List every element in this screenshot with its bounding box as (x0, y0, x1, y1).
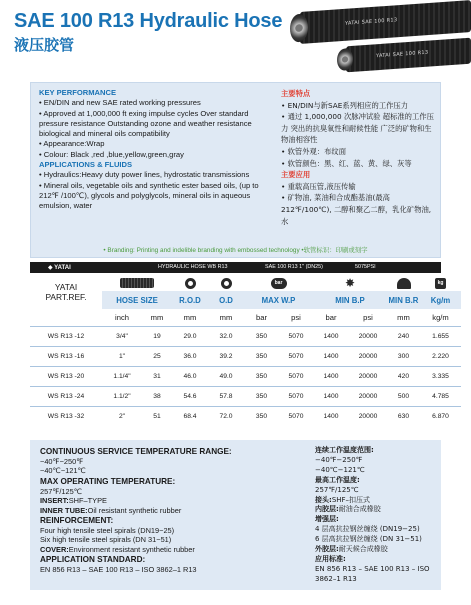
table-cell: 350 (244, 366, 279, 386)
table-cell: 5070 (279, 386, 313, 406)
unit-cell: psi (363, 312, 373, 322)
table-cell: 68.4 (172, 406, 208, 426)
temp-range-heading-cn: 连续工作温度范围: (315, 446, 374, 454)
bend-radius-icon (397, 278, 411, 289)
reinforcement-heading: REINFORCEMENT: (40, 516, 114, 526)
weight-icon: kg (435, 278, 446, 289)
feature-item-cn: • 通过 1,000,000 次脉冲试验 超标准的工作压力 突出的抗臭氧性和耐候性能 广泛的矿物和生物油相容性 (281, 112, 434, 145)
application-item-cn: • 重载高压管,液压传输 (281, 181, 356, 191)
temp-range-value-cn: −40℉−250℉ (315, 455, 363, 464)
applications-heading-cn: 主要应用 (281, 170, 311, 180)
key-performance-heading-cn: 主要特点 (281, 89, 311, 98)
table-cell: 54.6 (172, 386, 208, 406)
specifications-english (40, 446, 320, 575)
col-header: O.D (208, 291, 244, 309)
specifications-panel (30, 440, 441, 590)
feature-item-cn: • 软管外观：布纹面 (281, 146, 346, 156)
specifications-chinese (315, 446, 437, 585)
table-cell: 1400 (313, 386, 349, 406)
burst-pressure-icon: ✸ (344, 276, 356, 290)
part-ref-header (30, 275, 102, 309)
application-standard-value-cn: EN 856 R13 – SAE 100 R13 – ISO 3862–1 R13 (315, 564, 430, 583)
table-cell: 51 (142, 406, 172, 426)
temp-range-value: −40℃−121℃ (40, 466, 86, 476)
table-cell: 3.335 (420, 366, 461, 386)
table-cell: 20000 (349, 386, 387, 406)
cover-value-cn: 耐天候合成橡胶 (338, 545, 388, 554)
col-header: MIN B.P (313, 291, 387, 309)
yatai-logo: ◆ YATAI (48, 264, 71, 271)
feature-item-cn: • EN/DIN与新SAE系列相应的工作压力 (281, 100, 409, 110)
part-number-cell: WS R13 -12 (30, 326, 102, 346)
table-cell: 46.0 (172, 366, 208, 386)
feature-item: • Approved at 1,000,000 ft exing impulse cycles Over standard pressure resistance Outstanding ozone and weather resistance biological and mineral oils compatibility (39, 108, 252, 139)
table-cell: 300 (387, 346, 420, 366)
units-row (30, 309, 461, 326)
max-temp-value: 257℉/125℃ (40, 486, 83, 496)
insert-value-cn: SHF–扣压式 (331, 495, 371, 504)
unit-cell: psi (291, 312, 301, 322)
page-title-chinese: 液压胶管 (14, 36, 75, 54)
reinforcement-value: Six high tensile steel spirals (DN 31−51) (40, 535, 172, 545)
table-cell: 20000 (349, 366, 387, 386)
table-cell: 19 (142, 326, 172, 346)
outer-diameter-icon (221, 278, 232, 289)
table-cell: 420 (387, 366, 420, 386)
table-cell: 3/4" (102, 326, 142, 346)
key-performance-heading: KEY PERFORMANCE (39, 88, 117, 97)
hose-image (300, 0, 471, 44)
part-number-cell: WS R13 -20 (30, 366, 102, 386)
table-cell: 1400 (313, 406, 349, 426)
unit-cell: mm (150, 312, 164, 322)
hose-print-band (30, 262, 441, 273)
table-row (30, 366, 461, 386)
temp-range-value-cn: −40℃−121℃ (315, 465, 365, 474)
table-cell: 57.8 (208, 386, 244, 406)
part-ref-label: PART.REF. (45, 292, 87, 302)
table-row (30, 326, 461, 346)
application-item: • Mineral oils, vegetable oils and synthetic ester based oils, (up to 212℉ /100℃), glycols and polyglycols, mineral oils in aqueous emulsion, water (39, 180, 259, 211)
pressure-bar-icon: bar (271, 278, 287, 289)
col-header: MIN B.R (387, 291, 420, 309)
application-item: • Hydraulics:Heavy duty power lines, hydrostatic transmissions (39, 170, 250, 180)
table-cell: 20000 (349, 326, 387, 346)
hose-print-text: YATAI SAE 100 R13 (376, 49, 429, 60)
hose-print-text: YATAI SAE 100 R13 (345, 17, 398, 27)
table-cell: 6.870 (420, 406, 461, 426)
cover-value: Environment resistant synthetic rubber (68, 544, 195, 554)
table-cell: 350 (244, 406, 279, 426)
table-cell: 1" (102, 346, 142, 366)
table-cell: 20000 (349, 346, 387, 366)
feature-item-cn: • 软管颜色：黑、红、蓝、黄、绿、灰等 (281, 158, 412, 168)
cover-label: COVER: (40, 544, 69, 554)
table-row (30, 346, 461, 366)
unit-cell: mm (397, 312, 410, 322)
table-cell: 1.655 (420, 326, 461, 346)
spec-table (30, 275, 461, 426)
table-cell: 1400 (313, 366, 349, 386)
max-temp-value-cn: 257℉/125℃ (315, 485, 359, 494)
application-standard-value: EN 856 R13 – SAE 100 R13 – ISO 3862–1 R13 (40, 565, 197, 575)
col-header: Kg/m (420, 291, 461, 309)
table-cell: 500 (387, 386, 420, 406)
unit-cell: mm (183, 312, 197, 322)
unit-cell: bar (325, 312, 337, 322)
insert-label: INSERT: (40, 496, 69, 506)
reinforcement-heading-cn: 增强层: (315, 515, 339, 524)
inner-tube-value-cn: 耐油合成橡胶 (338, 505, 381, 514)
table-cell: 5070 (279, 326, 313, 346)
applications-heading: APPLICATIONS & FLUIDS (39, 160, 133, 170)
features-panel (30, 82, 441, 258)
temp-range-heading: CONTINUOUS SERVICE TEMPERATURE RANGE: (40, 447, 232, 456)
feature-item: • Appearance:Wrap (39, 139, 105, 149)
table-row (30, 406, 461, 426)
table-cell: 49.0 (208, 366, 244, 386)
insert-label-cn: 接头: (315, 495, 332, 504)
table-cell: 350 (244, 346, 279, 366)
page-title: SAE 100 R13 Hydraulic Hose (14, 10, 283, 32)
hose-end-fitting (337, 48, 353, 71)
icon-row (30, 275, 461, 291)
unit-cell: kg/m (432, 312, 449, 322)
table-cell: 1.1/2" (102, 386, 142, 406)
table-cell: 36.0 (172, 346, 208, 366)
table-cell: 39.2 (208, 346, 244, 366)
part-number-cell: WS R13 -32 (30, 406, 102, 426)
table-cell: 1400 (313, 326, 349, 346)
hose-size-icon (120, 278, 154, 288)
cover-label-cn: 外胶层: (315, 545, 339, 554)
branding-note: • Branding: Printing and indelible branding with embossed technology •软管标识：印刷或刻字 (103, 247, 368, 254)
features-chinese (281, 88, 437, 227)
table-cell: 38 (142, 386, 172, 406)
table-cell: 5070 (279, 346, 313, 366)
table-cell: 2.220 (420, 346, 461, 366)
unit-cell: mm (219, 312, 233, 322)
feature-item: • EN/DIN and new SAE rated working pressures (39, 98, 201, 108)
unit-cell: bar (256, 312, 267, 322)
table-cell: 630 (387, 406, 420, 426)
col-header: HOSE SIZE (102, 291, 172, 309)
application-standard-heading: APPLICATION STANDARD: (40, 555, 146, 565)
unit-cell: inch (115, 312, 129, 322)
hose-image-secondary (346, 38, 471, 73)
part-ref-brand: YATAI (54, 282, 78, 292)
table-cell: 72.0 (208, 406, 244, 426)
insert-value: SHF–TYPE (68, 496, 107, 506)
table-row (30, 386, 461, 406)
table-cell: 5070 (279, 366, 313, 386)
reinforcement-value-cn: 4 层高抗拉钢丝缠绕 (DN19−25) (315, 525, 420, 534)
band-text: SAE 100 R13 1" (DN25) (265, 264, 323, 270)
col-header: MAX W.P (244, 291, 313, 309)
feature-item: • Colour: Black ,red ,blue,yellow,green,gray (39, 149, 184, 159)
reinforcement-value-cn: 6 层高抗拉钢丝缠绕 (DN 31−51) (315, 535, 422, 544)
table-cell: 32.0 (208, 326, 244, 346)
temp-range-value: −40℉−250℉ (40, 457, 84, 466)
table-cell: 20000 (349, 406, 387, 426)
table-cell: 240 (387, 326, 420, 346)
band-text: 5075PSI (355, 264, 376, 270)
application-standard-heading-cn: 应用标准: (315, 554, 346, 563)
table-cell: 350 (244, 386, 279, 406)
table-cell: 2" (102, 406, 142, 426)
table-cell: 25 (142, 346, 172, 366)
max-temp-heading: MAX OPERATING TEMPERATURE: (40, 476, 176, 486)
band-text: HYDRAULIC HOSE WB R13 (158, 264, 228, 270)
outer-diameter-reinforcement-icon (185, 278, 196, 289)
part-number-cell: WS R13 -16 (30, 346, 102, 366)
table-cell: 29.0 (172, 326, 208, 346)
features-english (39, 88, 269, 212)
part-number-cell: WS R13 -24 (30, 386, 102, 406)
table-cell: 1.1/4" (102, 366, 142, 386)
table-cell: 5070 (279, 406, 313, 426)
inner-tube-label: INNER TUBE: (40, 505, 88, 515)
max-temp-heading-cn: 最高工作温度: (315, 475, 360, 484)
table-cell: 4.785 (420, 386, 461, 406)
hose-end-fitting (290, 13, 308, 42)
inner-tube-label-cn: 内胶层: (315, 505, 339, 514)
table-cell: 1400 (313, 346, 349, 366)
inner-tube-value: Oil resistant synthetic rubber (87, 505, 182, 515)
table-cell: 31 (142, 366, 172, 386)
table-cell: 350 (244, 326, 279, 346)
col-header: R.O.D (172, 291, 208, 309)
application-item-cn: • 矿物油, 菜油和合成酯基油(最高 212℉/100℃), 二醇和聚乙二醇，乳化矿物油,水 (281, 193, 432, 226)
reinforcement-value: Four high tensile steel spirals (DN19−25) (40, 526, 175, 536)
